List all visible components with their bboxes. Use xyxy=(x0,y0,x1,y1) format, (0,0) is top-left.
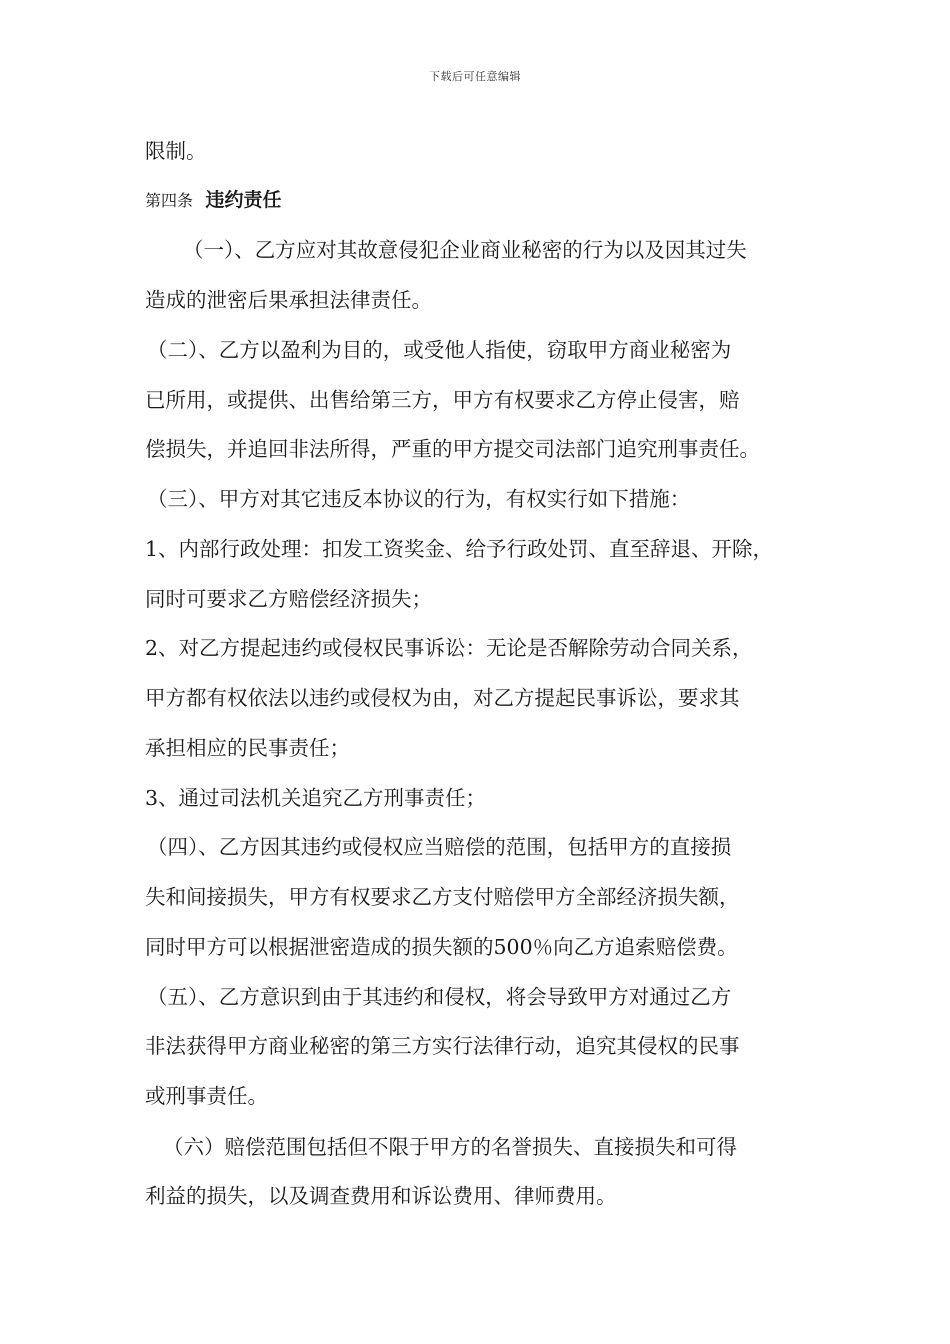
measure-2-line: 2、对乙方提起违约或侵权民事诉讼：无论是否解除劳动合同关系， xyxy=(145,636,753,660)
clause-6-line: （六）赔偿范围包括但不限于甲方的名誉损失、直接损失和可得 xyxy=(163,1135,737,1159)
clause-4-line: （四）、乙方因其违约或侵权应当赔偿的范围，包括甲方的直接损 xyxy=(147,835,732,859)
clause-4-line: 失和间接损失，甲方有权要求乙方支付赔偿甲方全部经济损失额， xyxy=(145,885,740,909)
article-number: 第四条 xyxy=(145,191,194,210)
article-heading xyxy=(145,189,282,210)
clause-2-line: （二）、乙方以盈利为目的，或受他人指使，窃取甲方商业秘密为 xyxy=(147,338,732,362)
measure-3-line: 3、通过司法机关追究乙方刑事责任； xyxy=(145,786,487,810)
measure-1-line: 同时可要求乙方赔偿经济损失； xyxy=(145,587,432,611)
clause-1-line: 造成的泄密后果承担法律责任。 xyxy=(145,288,432,312)
clause-1-line: （一）、乙方应对其故意侵犯企业商业秘密的行为以及因其过失 xyxy=(183,238,747,262)
clause-6-line: 利益的损失，以及调查费用和诉讼费用、律师费用。 xyxy=(145,1184,617,1208)
clause-5-line: 或刑事责任。 xyxy=(145,1084,268,1108)
measure-2-line: 承担相应的民事责任； xyxy=(145,736,350,760)
article-title: 违约责任 xyxy=(205,189,282,211)
measure-2-line: 甲方都有权依法以违约或侵权为由，对乙方提起民事诉讼，要求其 xyxy=(145,686,740,710)
clause-2-line: 偿损失，并追回非法所得，严重的甲方提交司法部门追究刑事责任。 xyxy=(145,437,760,461)
measure-1-line: 1、内部行政处理：扣发工资奖金、给予行政处罚、直至辞退、开除， xyxy=(145,537,774,561)
clause-5-line: （五）、乙方意识到由于其违约和侵权，将会导致甲方对通过乙方 xyxy=(147,985,732,1009)
clause-2-line: 已所用，或提供、出售给第三方，甲方有权要求乙方停止侵害，赔 xyxy=(145,388,740,412)
clause-4-line: 同时甲方可以根据泄密造成的损失额的500％向乙方追索赔偿费。 xyxy=(145,935,738,959)
clause-3-line: （三）、甲方对其它违反本协议的行为，有权实行如下措施： xyxy=(147,487,691,511)
page-header-note: 下载后可任意编辑 xyxy=(429,70,521,83)
body-line: 限制。 xyxy=(145,139,207,163)
clause-5-line: 非法获得甲方商业秘密的第三方实行法律行动，追究其侵权的民事 xyxy=(145,1034,740,1058)
